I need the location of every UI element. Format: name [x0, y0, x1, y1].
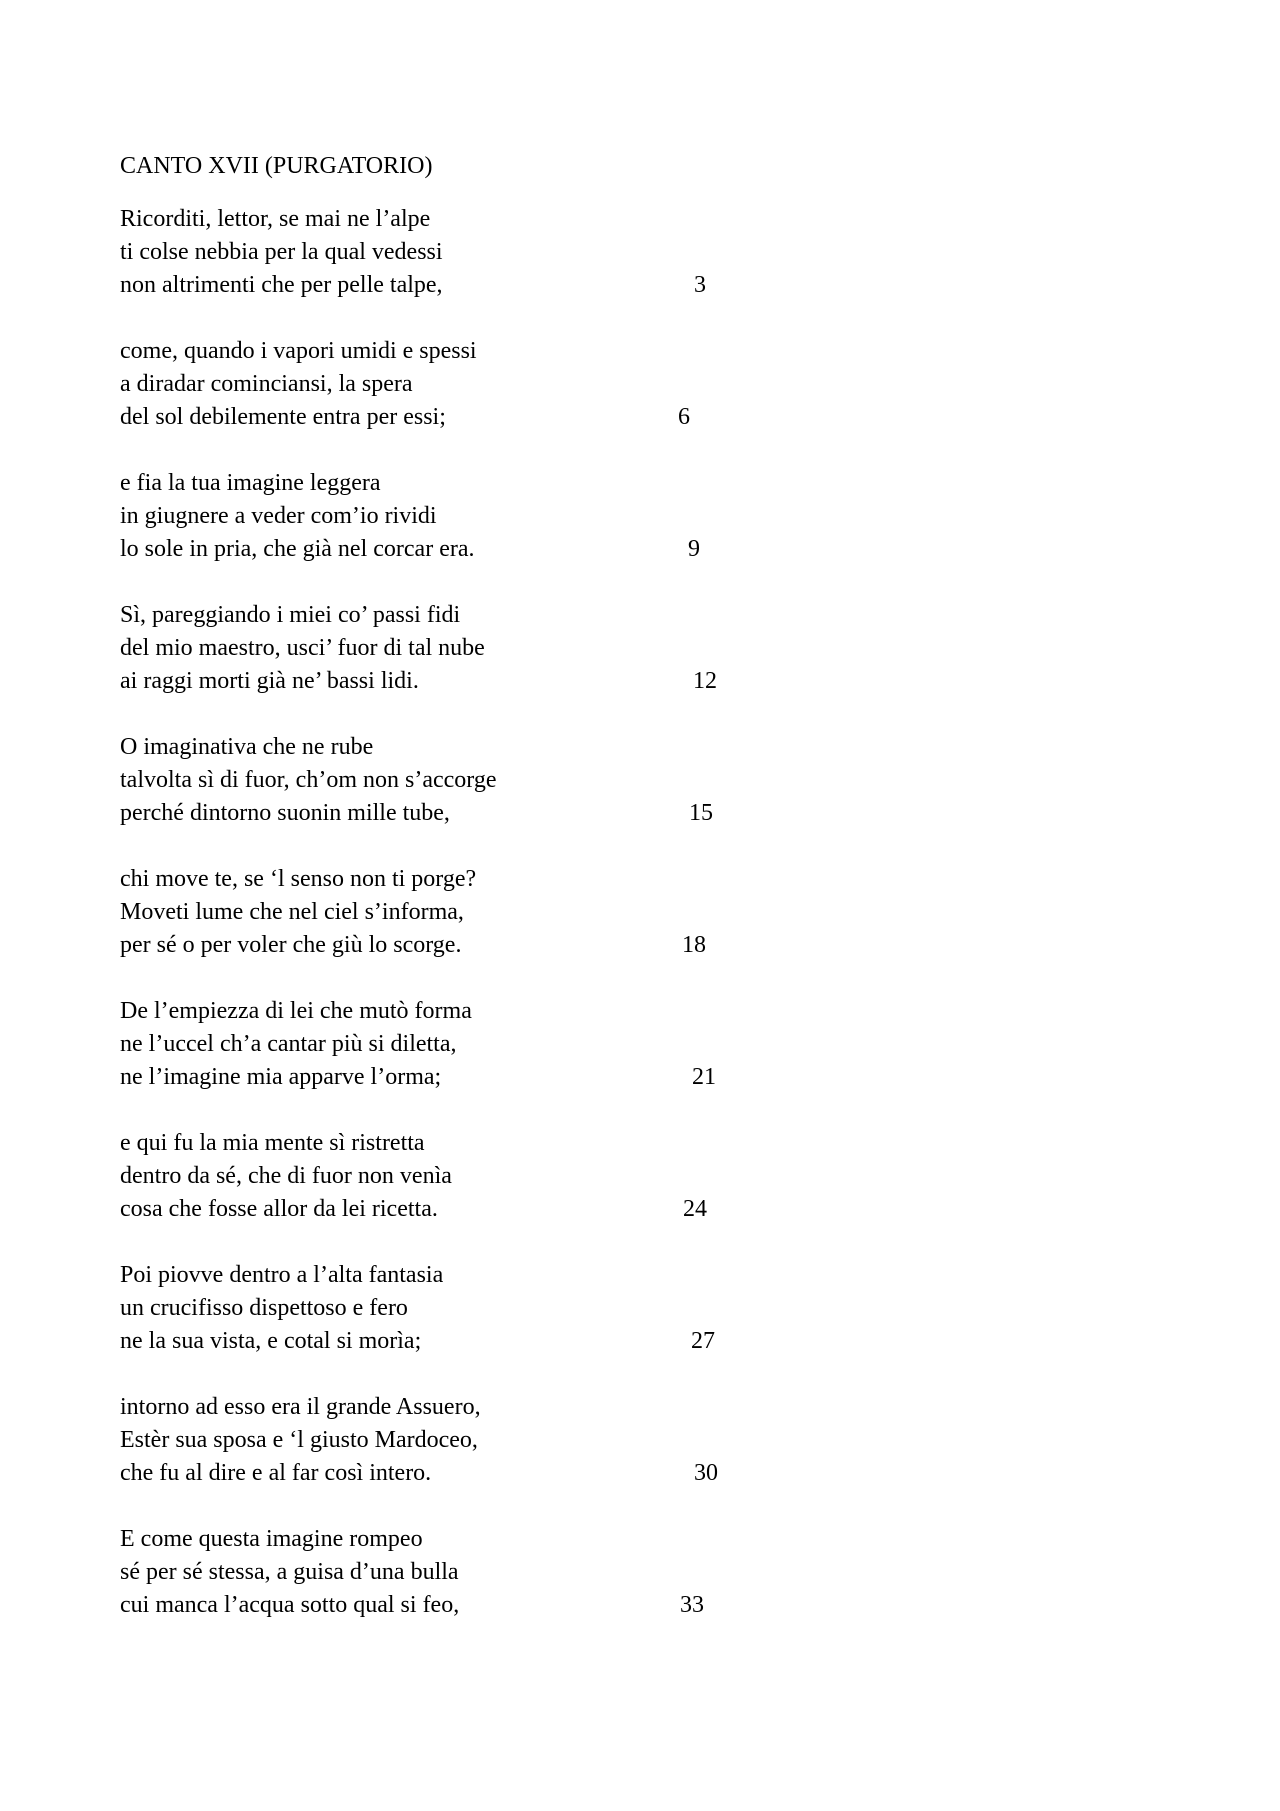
verse-line [120, 533, 740, 566]
verse-line: a diradar cominciansi, la spera [120, 371, 413, 397]
verse-number: 24 [683, 1196, 707, 1222]
verse-line: sé per sé stessa, a guisa d’una bulla [120, 1559, 459, 1585]
verse-number: 27 [691, 1328, 715, 1354]
verse-line: Moveti lume che nel ciel s’informa, [120, 899, 464, 925]
verse-line [120, 1193, 740, 1226]
verse-line [120, 401, 740, 434]
verse-text: cosa che fosse allor da lei ricetta. [120, 1196, 438, 1222]
verse-number: 3 [694, 272, 706, 298]
verse-text: non altrimenti che per pelle talpe, [120, 272, 443, 298]
verse-line: ti colse nebbia per la qual vedessi [120, 239, 443, 265]
verse-number: 21 [692, 1064, 716, 1090]
tercet [120, 203, 740, 302]
verse-text: che fu al dire e al far così intero. [120, 1460, 432, 1486]
tercet [120, 1391, 740, 1490]
verse-text: ne l’imagine mia apparve l’orma; [120, 1064, 442, 1090]
tercet [120, 1259, 740, 1358]
verse-number: 33 [680, 1592, 704, 1618]
verse-line [120, 1457, 740, 1490]
verse-line: in giugnere a veder com’io rividi [120, 503, 437, 529]
tercet [120, 335, 740, 434]
tercet [120, 1523, 740, 1622]
tercet [120, 863, 740, 962]
verse-line: E come questa imagine rompeo [120, 1526, 423, 1552]
verse-line: un crucifisso dispettoso e fero [120, 1295, 408, 1321]
verse-text: per sé o per voler che giù lo scorge. [120, 932, 462, 958]
verse-text: perché dintorno suonin mille tube, [120, 800, 450, 826]
verse-line [120, 1325, 740, 1358]
verse-line [120, 929, 740, 962]
verse-line [120, 1061, 740, 1094]
verse-line: Ricorditi, lettor, se mai ne l’alpe [120, 206, 431, 232]
verse-line: O imaginativa che ne rube [120, 734, 374, 760]
verse-number: 15 [689, 800, 713, 826]
verse-line: Poi piovve dentro a l’alta fantasia [120, 1262, 444, 1288]
verse-line [120, 1589, 740, 1622]
verse-text: ai raggi morti già ne’ bassi lidi. [120, 668, 419, 694]
verse-line: chi move te, se ‘l senso non ti porge? [120, 866, 477, 892]
verse-line: e qui fu la mia mente sì ristretta [120, 1130, 425, 1156]
verse-number: 30 [694, 1460, 718, 1486]
verse-line [120, 797, 740, 830]
tercet [120, 995, 740, 1094]
verse-line [120, 269, 740, 302]
canto-title: CANTO XVII (PURGATORIO) [120, 153, 433, 179]
verse-line: dentro da sé, che di fuor non venìa [120, 1163, 452, 1189]
verse-line: e fia la tua imagine leggera [120, 470, 381, 496]
verse-number: 9 [688, 536, 700, 562]
verse-text: ne la sua vista, e cotal si morìa; [120, 1328, 422, 1354]
verse-line [120, 665, 740, 698]
verse-line: come, quando i vapori umidi e spessi [120, 338, 477, 364]
verse-text: lo sole in pria, che già nel corcar era. [120, 536, 475, 562]
verse-line: Sì, pareggiando i miei co’ passi fidi [120, 602, 461, 628]
verse-line: De l’empiezza di lei che mutò forma [120, 998, 472, 1024]
verse-number: 18 [682, 932, 706, 958]
tercet [120, 731, 740, 830]
verse-line: ne l’uccel ch’a cantar più si diletta, [120, 1031, 457, 1057]
verse-text: cui manca l’acqua sotto qual si feo, [120, 1592, 460, 1618]
verse-line: intorno ad esso era il grande Assuero, [120, 1394, 481, 1420]
verse-line: talvolta sì di fuor, ch’om non s’accorge [120, 767, 497, 793]
tercet [120, 467, 740, 566]
verse-text: del sol debilemente entra per essi; [120, 404, 446, 430]
tercet [120, 1127, 740, 1226]
tercet [120, 599, 740, 698]
verse-line: del mio maestro, usci’ fuor di tal nube [120, 635, 485, 661]
verse-number: 6 [678, 404, 690, 430]
verse-number: 12 [693, 668, 717, 694]
verse-line: Estèr sua sposa e ‘l giusto Mardoceo, [120, 1427, 478, 1453]
